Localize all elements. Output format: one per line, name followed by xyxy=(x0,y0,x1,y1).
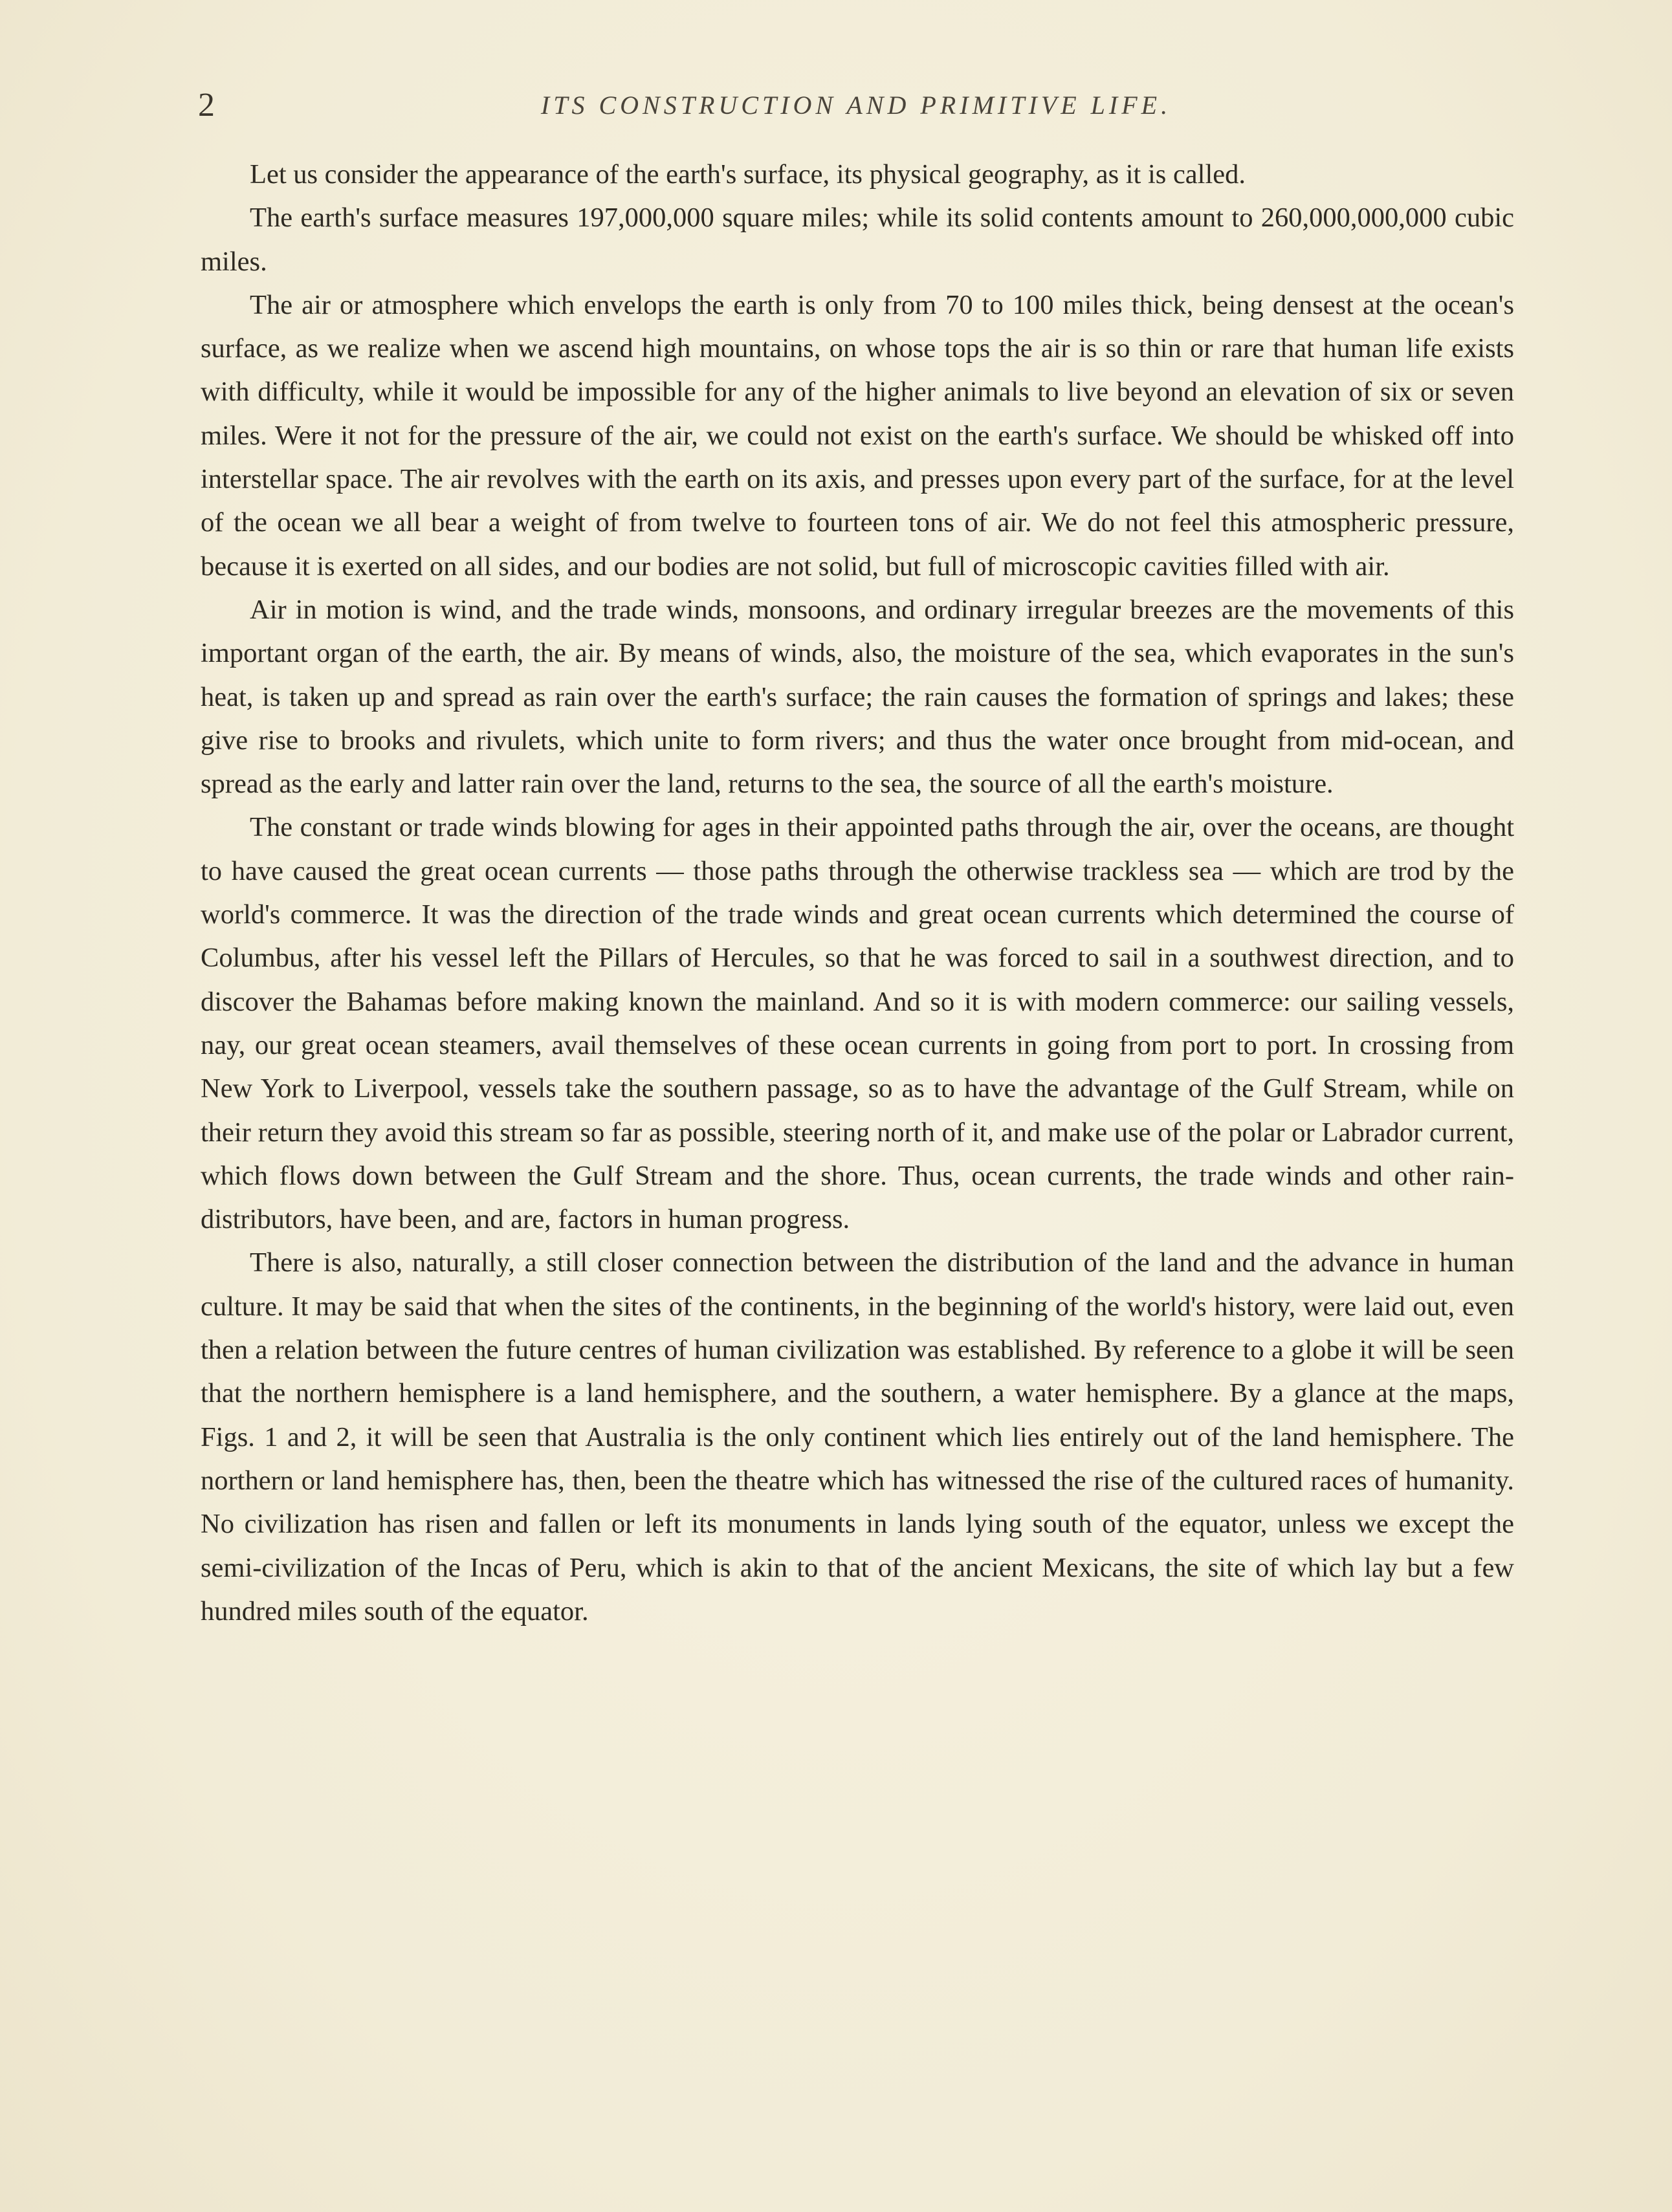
running-head: ITS CONSTRUCTION AND PRIMITIVE LIFE. xyxy=(540,91,1172,120)
paragraph-1: Let us consider the appearance of the earth's surface, its physical geography, as it is called. xyxy=(250,159,1246,190)
paragraph-2: The earth's surface measures 197,000,000 square miles; while its solid contents amount to 260,000,000,000 cubic miles. xyxy=(201,203,1514,277)
paragraph-5: The constant or trade winds blowing for ages in their appointed paths through the air, over the oceans, are thought to have caused the great ocean currents — those paths through the otherwise trackless sea — which are trod by the world's commerce. It was the direction of the trade winds and great ocean currents which determined the course of Columbus, after his vessel left the Pillars of Hercules, so that he was forced to sail in a southwest direction, and to discover the Bahamas before making known the mainland. And so it is with modern commerce: our sailing vessels, nay, our great ocean steamers, avail themselves of these ocean currents in going from port to port. In crossing from New York to Liverpool, vessels take the southern passage, so as to have the advantage of the Gulf Stream, while on their return they avoid this stream so far as possible, steering north of it, and make use of the polar or Labrador current, which flows down between the Gulf Stream and the shore. Thus, ocean currents, the trade winds and other rain-distributors, have been, and are, factors in human progress. xyxy=(201,812,1514,1235)
paragraph-4: Air in motion is wind, and the trade winds, monsoons, and ordinary irregular breezes are the movements of this important organ of the earth, the air. By means of winds, also, the moisture of the sea, which evaporates in the sun's heat, is taken up and spread as rain over the earth's surface; the rain causes the formation of springs and lakes; these give rise to brooks and rivulets, which unite to form rivers; and thus the water once brought from mid-ocean, and spread as the early and latter rain over the land, returns to the sea, the source of all the earth's moisture. xyxy=(201,594,1514,800)
body-text xyxy=(201,153,1514,1633)
paragraph-3: The air or atmosphere which envelops the earth is only from 70 to 100 miles thick, being densest at the ocean's surface, as we realize when we ascend high mountains, on whose tops the air is so thin or rare that human life exists with difficulty, while it would be impossible for any of the higher animals to live beyond an elevation of six or seven miles. Were it not for the pressure of the air, we could not exist on the earth's surface. We should be whisked off into interstellar space. The air revolves with the earth on its axis, and presses upon every part of the surface, for at the level of the ocean we all bear a weight of from twelve to fourteen tons of air. We do not feel this atmospheric pressure, because it is exerted on all sides, and our bodies are not solid, but full of microscopic cavities filled with air. xyxy=(201,289,1514,582)
page-number: 2 xyxy=(198,87,215,124)
page-header xyxy=(198,83,1514,128)
paragraph-6: There is also, naturally, a still closer connection between the distribution of the land and the advance in human culture. It may be said that when the sites of the continents, in the beginning of the world's history, were laid out, even then a relation between the future centres of human civilization was established. By reference to a globe it will be seen that the northern hemisphere is a land hemisphere, and the southern, a water hemisphere. By a glance at the maps, Figs. 1 and 2, it will be seen that Australia is the only continent which lies entirely out of the land hemisphere. The northern or land hemisphere has, then, been the theatre which has witnessed the rise of the cultured races of humanity. No civilization has risen and fallen or left its monuments in lands lying south of the equator, unless we except the semi-civilization of the Incas of Peru, which is akin to that of the ancient Mexicans, the site of which lay but a few hundred miles south of the equator. xyxy=(201,1247,1514,1626)
